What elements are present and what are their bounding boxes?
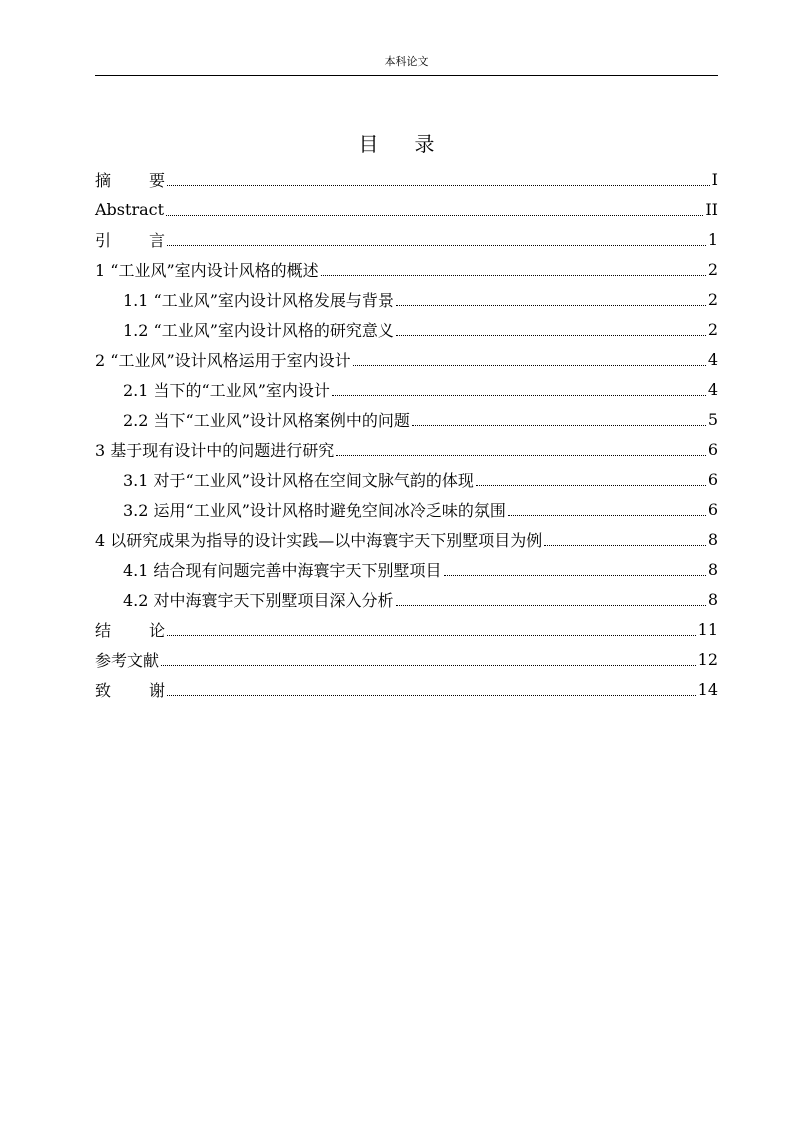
toc-entry-page: 4 xyxy=(707,349,718,369)
toc-entry-section-2-2[interactable] xyxy=(95,404,718,434)
toc-title xyxy=(0,131,793,157)
toc-entry-label: 致 谢 xyxy=(95,680,166,700)
toc-title-left: 目 xyxy=(358,132,379,156)
toc-entry-chapter-4[interactable] xyxy=(95,524,718,554)
dot-leader xyxy=(336,455,706,456)
dot-leader xyxy=(167,635,696,636)
toc-entry-label: 1.2 “工业风”室内设计风格的研究意义 xyxy=(123,320,394,340)
dot-leader xyxy=(444,575,706,576)
toc-entry-label: 摘 要 xyxy=(95,170,166,190)
toc-entry-label: 4.1 结合现有问题完善中海寰宇天下别墅项目 xyxy=(123,560,442,580)
toc-title-right: 录 xyxy=(414,132,435,156)
toc-entry-label: 4.2 对中海寰宇天下别墅项目深入分析 xyxy=(123,590,394,610)
toc-entry-section-2-1[interactable] xyxy=(95,374,718,404)
toc-entry-section-3-1[interactable] xyxy=(95,464,718,494)
toc-entry-abstract-cn[interactable] xyxy=(95,164,718,194)
toc-entry-page: 6 xyxy=(707,439,718,459)
toc-entry-label: 1.1 “工业风”室内设计风格发展与背景 xyxy=(123,290,394,310)
toc-entry-introduction[interactable] xyxy=(95,224,718,254)
dot-leader xyxy=(353,365,706,366)
toc-entry-chapter-2[interactable] xyxy=(95,344,718,374)
dot-leader xyxy=(321,275,706,276)
dot-leader xyxy=(332,395,706,396)
toc-entry-chapter-1[interactable] xyxy=(95,254,718,284)
dot-leader xyxy=(167,695,696,696)
toc-entry-page: II xyxy=(705,199,718,219)
toc-entry-page: 8 xyxy=(707,589,718,609)
toc-entry-page: I xyxy=(711,169,718,189)
toc-entry-label: 2 “工业风”设计风格运用于室内设计 xyxy=(95,350,351,370)
dot-leader xyxy=(476,485,706,486)
dot-leader xyxy=(396,305,706,306)
toc-entry-page: 6 xyxy=(707,499,718,519)
toc-entry-label: 结 论 xyxy=(95,620,166,640)
toc-entry-page: 8 xyxy=(707,559,718,579)
dot-leader xyxy=(167,245,706,246)
toc-entry-chapter-3[interactable] xyxy=(95,434,718,464)
dot-leader xyxy=(161,665,696,666)
toc-entry-label: 2.2 当下“工业风”设计风格案例中的问题 xyxy=(123,410,410,430)
toc-entry-label: 3.1 对于“工业风”设计风格在空间文脉气韵的体现 xyxy=(123,470,474,490)
toc-entry-page: 11 xyxy=(697,619,718,639)
dot-leader xyxy=(167,185,710,186)
dot-leader xyxy=(396,335,706,336)
toc-entry-page: 2 xyxy=(707,289,718,309)
toc-entry-section-3-2[interactable] xyxy=(95,494,718,524)
toc-entry-page: 12 xyxy=(697,649,718,669)
toc-entry-page: 8 xyxy=(707,529,718,549)
toc-entry-label: 参考文献 xyxy=(95,650,160,670)
toc-entry-acknowledgements[interactable] xyxy=(95,674,718,704)
toc-entry-references[interactable] xyxy=(95,644,718,674)
toc-entry-label: 引 言 xyxy=(95,230,166,250)
page-header xyxy=(95,55,718,76)
toc-entry-label: 2.1 当下的“工业风”室内设计 xyxy=(123,380,330,400)
dot-leader xyxy=(544,545,706,546)
table-of-contents xyxy=(95,164,718,704)
toc-entry-label: Abstract xyxy=(95,199,165,219)
dot-leader xyxy=(396,605,706,606)
dot-leader xyxy=(166,215,703,216)
dot-leader xyxy=(508,515,706,516)
toc-entry-section-4-2[interactable] xyxy=(95,584,718,614)
dot-leader xyxy=(412,425,706,426)
toc-entry-label: 4 以研究成果为指导的设计实践—以中海寰宇天下别墅项目为例 xyxy=(95,530,543,550)
toc-entry-page: 5 xyxy=(707,409,718,429)
header-text: 本科论文 xyxy=(384,55,429,68)
toc-entry-section-1-2[interactable] xyxy=(95,314,718,344)
toc-entry-page: 1 xyxy=(707,229,718,249)
toc-entry-page: 6 xyxy=(707,469,718,489)
toc-entry-page: 4 xyxy=(707,379,718,399)
toc-entry-conclusion[interactable] xyxy=(95,614,718,644)
toc-entry-label: 1 “工业风”室内设计风格的概述 xyxy=(95,260,319,280)
toc-entry-page: 2 xyxy=(707,259,718,279)
toc-entry-label: 3.2 运用“工业风”设计风格时避免空间冰冷乏味的氛围 xyxy=(123,500,506,520)
toc-entry-section-4-1[interactable] xyxy=(95,554,718,584)
toc-entry-section-1-1[interactable] xyxy=(95,284,718,314)
toc-entry-abstract-en[interactable] xyxy=(95,194,718,224)
toc-entry-label: 3 基于现有设计中的问题进行研究 xyxy=(95,440,335,460)
toc-entry-page: 2 xyxy=(707,319,718,339)
toc-entry-page: 14 xyxy=(697,679,718,699)
